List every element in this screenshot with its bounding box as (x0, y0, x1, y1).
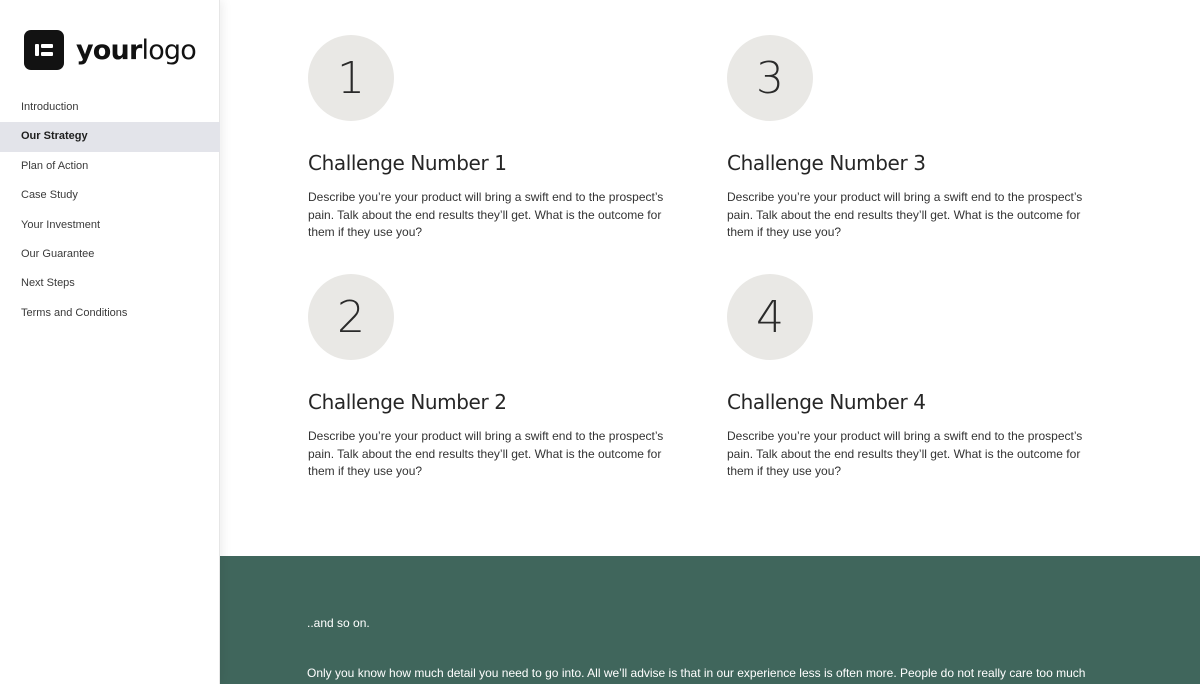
challenge-title: Challenge Number 3 (727, 151, 926, 175)
challenge-description: Describe you’re your product will bring a swift end to the prospect’s pain. Talk about the end results they’ll get. What is the outcome for them if they use you? (308, 429, 664, 479)
logo[interactable] (24, 30, 196, 70)
challenge-title: Challenge Number 4 (727, 390, 926, 414)
challenge-card-1 (308, 35, 688, 242)
challenge-number-badge: 2 (308, 274, 394, 360)
challenge-description: Describe you’re your product will bring a swift end to the prospect’s pain. Talk about the end results they’ll get. What is the outcome for them if they use you? (727, 429, 1083, 479)
challenge-number-badge: 3 (727, 35, 813, 121)
sidebar (0, 0, 220, 684)
challenge-card-2 (308, 274, 688, 481)
main-content (220, 0, 1200, 684)
nav-item-next-steps[interactable]: Next Steps (21, 277, 75, 290)
footer-section (220, 556, 1200, 684)
nav-item-plan-of-action[interactable]: Plan of Action (21, 159, 89, 172)
challenge-number-badge: 1 (308, 35, 394, 121)
elementor-logo-icon (24, 30, 64, 70)
logo-text (76, 34, 196, 66)
challenge-description: Describe you’re your product will bring a swift end to the prospect’s pain. Talk about the end results they’ll get. What is the outcome for them if they use you? (308, 190, 664, 240)
sidebar-nav (0, 93, 220, 328)
logo-text-bold: your (76, 34, 142, 66)
challenge-title: Challenge Number 2 (308, 390, 507, 414)
nav-item-terms-and-conditions[interactable]: Terms and Conditions (21, 306, 128, 319)
nav-item-our-strategy[interactable]: Our Strategy (0, 122, 220, 151)
challenge-card-3 (727, 35, 1107, 242)
challenge-title: Challenge Number 1 (308, 151, 507, 175)
footer-text-line1: ..and so on. (307, 616, 370, 630)
challenge-description: Describe you’re your product will bring a swift end to the prospect’s pain. Talk about the end results they’ll get. What is the outcome for them if they use you? (727, 190, 1083, 240)
challenge-card-4 (727, 274, 1107, 481)
logo-text-light: logo (141, 34, 196, 66)
nav-item-case-study[interactable]: Case Study (21, 189, 78, 202)
nav-item-our-guarantee[interactable]: Our Guarantee (21, 247, 95, 260)
nav-item-your-investment[interactable]: Your Investment (21, 218, 101, 231)
challenge-number-badge: 4 (727, 274, 813, 360)
nav-item-introduction[interactable]: Introduction (21, 101, 79, 113)
footer-text-line2: Only you know how much detail you need to go into. All we’ll advise is that in our experience less is often more. People do not really care too much (307, 666, 1086, 680)
